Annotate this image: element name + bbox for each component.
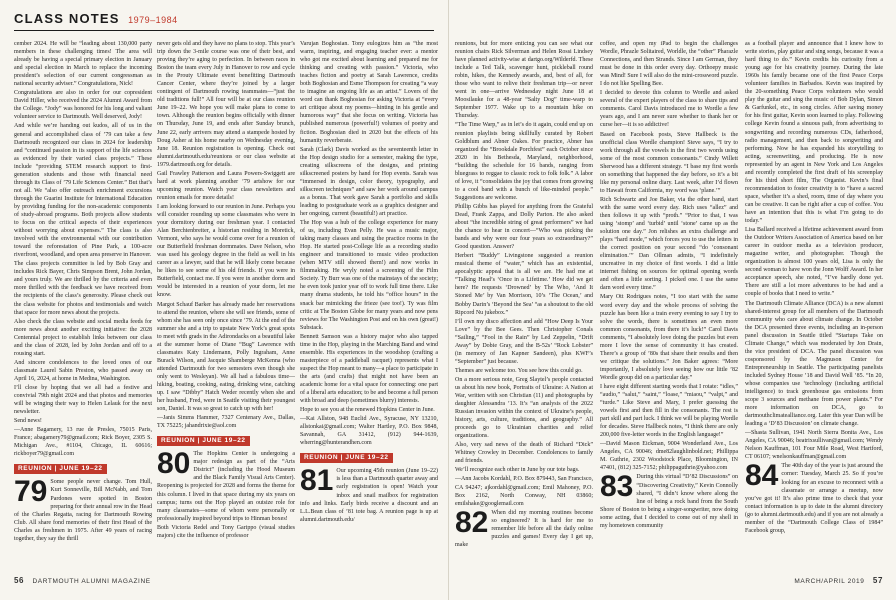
column-6 <box>745 40 883 563</box>
class-year-numeral: 84 <box>745 459 779 493</box>
column-2 <box>157 40 295 563</box>
class-note-paragraph: —Janis Simms Hammer, 7327 Centenary Ave., Dallas, TX 75225; jahandrixie@aol.com <box>157 415 295 430</box>
class-note-text: Some people never change. Tom Hull, Kurt Sonneville, Bill McNabb, and Tom Pardones were spotted in Boston preparing for their annual row in the Head of the Charles Regatta, racing for Dartmouth Rowing Club. All share fond memories of their first Head of the Charles as freshmen in 1975. After 49 years of racing together, they say the thrill <box>14 479 152 542</box>
class-note-paragraph: Sarah (Clark) Davis worked as the seventeenth letter in the Hop design studio for a semester, making the type, creating silkscreens of the designs, and printing silkscreened posters by hand for Hop events. Sarah was “immersed in design, color theory, typography, and silkscreen techniques” and saw her work around campus as a bonus. That work gave Sarah a portfolio and skills leading to postgraduate work as a graphics designer and her ongoing, current (beautiful!) art practice. <box>300 146 438 217</box>
class-note-paragraph <box>14 475 152 542</box>
class-note-paragraph: Both Victoria Redel and Tony Garippo (visual studies majors) cite the influence of professor <box>157 524 295 539</box>
right-footer <box>794 576 883 586</box>
class-year-numeral: 81 <box>300 464 334 498</box>
class-note-paragraph: Margot Schauf Barker has already made her reservations to attend the reunion, where she will see friends, some of whom she has seen only once since ’79. At the end of the summer she and a trip to upstate New York’s great spots to meet with grads in the Adirondacks on a beautiful lake at the summer home of Diane “Bug” Lawrence with classmates Katy Lindemann, Polly Ingraham, Anne Burack Wilson, and Jacquie Shamberge McKenna (who attended Dartmouth for two semesters even though she only went to Wesleyan). We all had a fabulous time—hiking, boating, cooking, eating, drinking wine, catching up. I saw “Dibby” Hatch Weder recently when she and her husband, Fred, were in Seattle visiting their youngest son, Daniel. It was so great to catch up with her! <box>157 301 295 413</box>
class-note-paragraph: We’ll recognize each other in June by our tote bags. <box>455 467 580 474</box>
class-note-paragraph: The Hop was a hub of the college experience for many of us, including Evan Pelly. He was a music major, taking many classes and using the practice rooms in the Hop. He started post-College life as a recording studio engineer and transitioned to music video production (when MTV still showed them!) and now works in filmmaking. He wryly noted a screening of the Film Society. Ty Burr was one of the mainstays of the society; he even took junior year off to work full time there. Like many drama students, he told his “office hours” in the snack bar mimicking the frieze (see too!). Ty was film critic at The Boston Globe for many years and now pens reviews for The Washington Post and on his own (great!) Substack. <box>300 220 438 331</box>
class-note-paragraph: Hope to see you at the renewed Hopkins Center in June. <box>300 407 435 414</box>
class-year-numeral: 80 <box>157 447 191 481</box>
column-3 <box>300 40 438 563</box>
class-note-paragraph: I’ll close by hoping that we all had a festive and convivial 79th night 2024 and that photos and memories will be winging their way to Helen Lelauk for the next newsletter. <box>14 384 152 416</box>
class-note-paragraph: I’ll own my disco affection and add “How Deep Is Your Love” by the Bee Gees. Then Christopher Conals “Sailing,” “Fool in the Rain” by Led Zeppelin, “Drift Away” by Dobie Gray, and the B-52s’ “Rock Lobster” (in memory of Jan Kapner Sandeen), plus KWF’s “September” just because. <box>455 318 593 365</box>
class-year-numeral: 83 <box>600 470 634 504</box>
class-note-paragraph: “The Time Warp,” as in let’s do it again, could end up on reunion playlists being skillfully curated by Robert Goldblum and Abner Oakes. For practice, Abner has organized the “Brookdale Porchfest” each October since 2020 in his Bethesda, Maryland, neighborhood, “building the schedule for 16 bands, ranging from bluegrass to reggae to classic rock to folk folk.” A labor of love, it “consolidates the joy that comes from growing to a cool band with a bunch of like-minded people.” Suggestions are welcome. <box>455 122 593 201</box>
class-note-paragraph: Also, very sad news of the death of Richard “Dick” Whitney Crowley in December. Condolences to family and friends. <box>455 442 593 465</box>
class-note-paragraph: cember 2024. He will be “leading about 130,000 party members in these challenging times! The area will already be having a special primary election in January and special election in March to replace the incoming president’s selection of our current congressman as national security adviser.” Congratulations, Nick! <box>14 41 152 88</box>
class-note-paragraph: Also check the class website and social media feeds for more news about another exciting initiative: the 2028 Centennial project to establish links between our class and the class of 2028, led by John Jordan and off to a rousing start. <box>14 318 152 357</box>
class-note-paragraph: —Anne Bagamery, 13 rue de Presles, 75015 Paris, France; abagamery79@gmail.com; Rick Boyer, 2305 S. Michigan Ave., #1104, Chicago, IL 60616; rickboyer79@gmail.com <box>14 427 152 458</box>
class-year-numeral: 79 <box>14 475 48 509</box>
reunion-banner: REUNION | JUNE 19–22 <box>157 436 250 446</box>
year-range: 1979–1984 <box>128 15 178 25</box>
class-note-paragraph: Congratulations are also in order for our copresident David Hiller, who received the 2024 Alumni Award from the College. “Jody” was honored for his long and valiant volunteer service to Dartmouth. Well deserved, Jody! <box>14 90 152 121</box>
column-1 <box>14 40 152 563</box>
class-note-paragraph: never gets old and they have no plans to stop. This year’s trip down the 3-mile course was one of their best, and proving they’re aging to perfection. In between races in Boston the team every July in Hanover to row and cycle in the Prouty Ultimate event benefitting Dartmouth Cancer Center, where they’re joined by a larger contingent of Dartmouth rowing teammates—“just the old traditions full!” All four will be at our class reunion June 19–22. We hope you will make plans to come to town. Although the reunion begins officially with dinner on Thursday, June 19, and ends after Sunday brunch, June 22, early arrivers may attend a stampede hosted by Doug Asher at his home nearby on Wednesday evening, June 18. Reunion registration is opening. Check out alumni.dartmouth.edu/reunions or our class website at 1979.dartmouth.org for details. <box>157 41 295 168</box>
class-note-paragraph: The class projects committee is led by Bob Gray and includes Rick Bayer, Chris Simpson Brent, John Jordan, and yours truly. We are thrilled by the criteria and even more thrilled with the feedback we have received from the recipients of the class’s generosity. Please check out the class website for photos and testimonials and watch that space for more news about the projects. <box>14 261 152 316</box>
class-note-paragraph: —Kai Allston, 948 Euclid Ave., Syracuse, NY 13210, allstonkai@gmail.com; Walter Hartley, P.O. Box 9848, Savannah, GA 31412, (912) 944-1639, wherring@hunterandhen.com <box>300 416 438 447</box>
class-note-paragraph: Varujan Boghosian. Tony eulogizes him as “the most warm, inspiring, and engaging teacher ever: a mentor who got me excited about learning and prepared me for thinking and creating with passion.” Victoria, who teaches fiction and poetry at Sarah Lawrence, credits both Boghosian and Esme Thompson for creating “a way to imagine an ongoing life as an artist.” Lovers of the word can thank Boghosian for asking Victoria at “every art critique about my poems—hinting in his gentle and humorous way” that she focus on writing. Victoria has published numerous (powerful!) volumes of poetry and fiction. Boghosian died in 2020 but the effects of his humanity reverberate. <box>300 41 438 144</box>
class-note-paragraph: The Dartmouth Climate Alliance (DCA) is a new alumni shared-interest group for all members of the Dartmouth community who care about climate change. In October the DCA presented three events, including an in-person panel discussion in Seattle titled “Startups Take on Climate Change,” which was moderated by Jon Drain, the vice president of DCA. The panel discussion was cosponsored by the Magnuson Center for Entrepreneurship in Seattle. The participating panelists included Sydney House ’18 and David Well ’85. “In 20, whose companies use ‘technology (including artificial intelligence) to track greenhouse gas emissions from scope 3 sources and methane from power plants.” For more information on DCA, go to dartmouthclimatealliance.org. Later this year Dan will be leading a ‘D’83 Discussion’ on climate change. <box>745 300 883 428</box>
class-year-numeral: 82 <box>455 505 489 539</box>
issue-date: MARCH/APRIL 2019 <box>794 578 865 585</box>
class-note-paragraph <box>600 470 738 529</box>
left-footer <box>14 576 151 586</box>
class-note-text: Our upcoming 45th reunion (June 19–22) is less than a Dartmouth quarter away and early registration is open! Watch your inbox and snail mailbox for registration info and links. Early birds receive a discount and an L.L.Bean class of ’81 tote bag. A reunion page is up at alumni.dartmouth.edu/ <box>300 468 438 523</box>
class-note-paragraph: as a football player and announce that I knew how to write stories, play guitar and sing songs, because it was a hard thing to do.” Kevin credits his curiosity from a young age for his creativity journey. During the late 1960s his family became one of the first Peace Corps volunteer families in Barbados. Kevin was inspired by the 20-something Peace Corps volunteers who would play the guitar and sing the music of Bob Dylan, Simon & Garfunkel, etc., in song circles. After saving money for his first guitar, Kevin soon learned to play. Following college Kevin found a sinuous path, from advertising to songwriting and recording numerous CDs, fatherhood, radio management, and then back to songwriting and performing. Now he has expanded his storytelling to acting, screenwriting, and producing. He is now represented by an agent in New York and Los Angeles and recently completed the first draft of his screenplay for his third short film, The Organist. Kevin’s final recommendation to foster creativity is to “have a sacred space, whether it’s a shed, room, time of day where you can be creative. It can be right after a cup of coffee. You have an intention that this is what I’m going to do today.” <box>745 41 883 225</box>
class-note-text: The 40th day of the year is just around the corner: Tuesday, March 25. So if you’re looking for an excuse to reconnect with a classmate or arrange a meetup, now you’ve got it! It’s also prime time to check that your contact information is up to date in the alumni directory (go to alumni.dartmouth.edu) and if you are not already a member of the “Dartmouth College Class of 1984” Facebook group, <box>745 463 883 534</box>
section-header <box>14 10 434 31</box>
class-note-paragraph <box>300 464 438 523</box>
class-note-paragraph: Herbert “Buddy” Livingstone suggested a reunion musical theme of “water,” which has an existential, apocalyptic appeal that is all we are. He had me at “Talking Head’s ‘Once in a Lifetime.’ How did we get here? He requests ‘Drowned’ by The Who, ‘And It Stoned Me’ by Van Morrison, 10’s ‘The Ocean,’ and Bobby Darin’s ‘Beyond the Sea’ “as a shoutout to the old Ripcord Nu jukebox.” <box>455 253 593 316</box>
class-note-paragraph: I have eight different starting words that I rotate: “idles,” “audio,” “salut,” “saint,” “loase,” “miaou,” “valpt,” and “turde.” Like Steve and Mary, I prefer guessing the vowels first and then fill in the consonants. The rest is part skill and part luck. I think we will be playing Wordle for decades. Steve Hallbeck notes, “I think there are only 200,000 five-letter words in the English language!” <box>600 383 738 439</box>
class-note-paragraph: I decided to devote this column to Wordle and asked several of the expert players of the class to share tips and comments. Carol Davis introduced me to Wordle a few years ago, and I am never sure whether to thank her or curse her—it is so addictive! <box>600 90 738 129</box>
class-note-paragraph: Send news! <box>14 418 42 425</box>
section-title: CLASS NOTES <box>14 11 120 26</box>
left-page-number: 56 <box>14 576 25 585</box>
class-note-paragraph: Gail Frawley Patterson and Laura Powers-Swiggett are hard at work planning another ’79 artshow for our upcoming reunion. Watch your class newsletters and reunion emails for more details! <box>157 170 295 201</box>
class-note-paragraph: On a more serious note, Greg Slaytel’s people contacted us about his new book, Portraits of Ukraine: A Nation at War, written with son Christian (11) and photographs by daughter Alessandra ’13. It’s “an analysis of the 2022 Russian invasion within the context of Ukraine’s people, history, arts, culture, traditions, and geography.” All proceeds go to Ukrainian charities and relief organizations. <box>455 376 593 440</box>
class-note-paragraph: reunions, but for more enticing you can see what our reunion chairs Rick Silverman and Helen Rossi Lindsey have planned activity-wise at dartgo.org/Wilderfd. These include a Ted Talk, scavenger hunt, pickleball round robin, hikes, the Kennedy awards, and, best of all, for those who want to relive their freshman trip—or never went in one—arrive Wednesday night June 18 at Moosilauke for a 48-year “Salty Dog” time-warp to September 1977. Wake up to a mountain hike on Thursday. <box>455 41 593 120</box>
class-note-text: The Hopkins Center is undergoing a major redesign as part of the “Arts District” (including the Hood Museum and the Black Family Visual Arts Center). Reopening is projected for 2028 and forms the theme for this column. I lived in that space during my six years on campus; turns out the Hop played an outsize role for many classmates—some of whom were personally or professionally inspired beyond trips to Hinman boxes! <box>157 451 295 522</box>
column-4 <box>455 40 593 563</box>
magazine-name: DARTMOUTH ALUMNI MAGAZINE <box>32 578 151 585</box>
class-note-paragraph: coffee, and open my iPad to begin the challenges Wordle, Phrazle Solitaired, Worldle, the “other” Pharazle Connections, and then Strands. Since I am German, they must be done in this order every day. Orthoepy music was Mind! Sure I will also do the mini-crossword puzzle. I do not like Spelling Bee. <box>600 41 738 88</box>
class-note-paragraph: Themes are welcome too. You see how this could go. <box>455 367 583 374</box>
class-note-text: During this virtual “D’82 Discussions” on “Discovering Creativity,” Kevin Connolly shared, “I didn’t know where along the line of being a rock band from the South Shore of Boston to being a singer-songwriter, now doing some acting, that I decided to come out of my shell in my hometown community <box>600 474 738 529</box>
right-page <box>448 0 896 600</box>
class-note-text: When did my morning routines become so engineered? It is hard for me to remember life before all the daily online puzzles and games! Every day I get up, make <box>455 509 593 548</box>
class-note-paragraph: Mary Ott Rodrigues notes, “I too start with the same word every day and the whole process of solving the puzzle has been like a train every evening to say I try to solve the words, there is sometimes an even more common consonants, from there it’s luck!” Carol Davis comments, “I absolutely love doing the puzzles but even more I love the sense of community it has created. There’s a group of ’80s that share their results and then we critique the solutions.” Jon Baker agrees: “More importantly, I absolutely love seeing how our little ’82 Wordle group did on a particular day.” <box>600 294 738 381</box>
class-note-paragraph <box>157 447 295 522</box>
right-page-number: 57 <box>872 576 883 585</box>
class-note-paragraph <box>745 459 883 534</box>
class-note-paragraph: And while we’re handing out kudos, all of us in the general and accomplished class of ’79 can take a few Dartmouth recognized our class in 2024 for leadership and “continued passion in its support of the life sciences as evidenced by their varied class projects.” These include “providing STEM research support to first-generation students and those with financial need through its Class of ’79 Life Sciences Center.” But that’s not all. We “also offer outreach enrichment excursions through the Guarini Institute for International Education by providing funding for the non-academic components of study-abroad programs. Both projects allow students to focus on the critical aspects of their experiences without worrying about expenses.” The class is also involved with the environmental with our contribution toward the reforestation of Pine Park, a 100-acre riverfront, woodland, and open area preserve in Hanover. <box>14 123 152 259</box>
class-note-paragraph <box>455 505 593 549</box>
reunion-banner: REUNION | JUNE 19–22 <box>300 453 393 463</box>
class-note-paragraph: Lisa Ballard received a lifetime achievement award from the Outdoor Writers Association of America based on her career in outdoor media as a television producer, magazine writer, and photographer. Though the organization is almost 100 years old, Lisa is only the second woman to have won the Jonn Wolff Award. In her acceptance speech, she noted, “I’ve hardly done yet. There are still a lot more adventures to be had and a couple of books that I need to write.” <box>745 227 883 298</box>
reunion-banner: REUNION | JUNE 19–22 <box>14 464 107 474</box>
class-note-paragraph: Phillip Gibbs has played for anything from the Grateful Dead, Frank Zappa, and Dolly Parton. He also asked about “the incredible string of great performers” we had the chance to hear in concert—“Who was picking the bands and why were our four years so extraordinary?” Good question. Answer? <box>455 203 593 251</box>
class-note-paragraph: —Shasta Sullivan, 1941 North Sierra Bonita Ave., Los Angeles, CA 90046; beatrixsullivan@gmail.com; Wendy Nelson Kauffman, 101 Four Mile Road, West Hartford, CT 06107; wnelsonkauffman@gmail.com <box>745 430 883 461</box>
class-note-paragraph: —Ann Jacobs Kordahl, P.O. Box 879443, San Francisco, CA 94247; ajkordahl@gmail.com; Emil Mahoney, P.O. Box 2162, North Conway, NH 03860; emilshake@googlemail.com <box>455 476 593 507</box>
class-note-paragraph: Bennett Samson was a history major who also tapped time in the Hop, playing in the Marching Band and wind ensemble. His experiences in the woodshop (crafting a masterpiece of a paddleball racquet) represents what I suspect the Hop meant to many—a place to participate in the arts (and crafts) that might not have been an academic home for a vital space for connecting: one part of a liberal arts education; to be and become a full person with broad and deep (sometimes blurry) interests. <box>300 333 438 405</box>
class-note-paragraph: And sincere condolences to the loved ones of our classmate Laurel Sabin Preston, who passed away on April 16, 2024, at home in Medina, Washington. <box>14 359 152 382</box>
class-note-paragraph: Based on Facebook posts, Steve Hallbeck is the unofficial class Wordle champion! Steve says, “I try to work through all the vowels in the first two words using some of the most common consonants.” Cindy Willett Sherwood has a different strategy. “I base my first words on something that happened the day before, so it’s a bit like my personal online diary. Last week, after I’d flown to Hawaii from California, my word was ‘plane.’” <box>600 131 738 194</box>
class-note-paragraph: Rich Schwartz and Joe Baker, via the other band, start with the same word every day. Rich uses “allez” and then follows it up with “proth.” “Prior to that, I was using ‘stomp’ and ‘turbid’ until ‘stone’ came up as the solution one day.” Jon relishes an extra challenge and plays “hard mode,” which forces you to use the letters in the correct position on your second “do ‘consonant elimination.’” Dan Ollman admits, “I indefinitely uncreative in my choice of first words. I did a little internet fishing on sources for optimal opening words and often a little sorting. I picked one. I use the same darn word every time.” <box>600 196 738 292</box>
class-note-paragraph: —David Mason Eickman, 9004 Wonderland Ave., Los Angeles, CA 90046; dme82laughlinbold.net; Phillippa M. Guthrie, 2302 Woodstock Place, Bloomington, IN 47401, (812) 325-7152; philippaguthrie@yahoo.com <box>600 441 738 472</box>
class-note-paragraph: I am looking forward to our reunion in June. Perhaps you will consider rounding up some classmates who were in your dormitory during our freshman year. I contacted Alan Berchtenbreiter, a historian residing in Moretick, Vermont, who says he would come over for a reunion of our Butterfield freshman dormmates. Dave Nelson, who was used his geology degree in the field as well in his career as a lawyer, said that he will likely come because he likes to see some of his old friends. If you were in Butterfield, contact me. If you were in another dorm and would be interested in a reunion of your dorm, let me know. <box>157 203 295 299</box>
column-5 <box>600 40 738 563</box>
